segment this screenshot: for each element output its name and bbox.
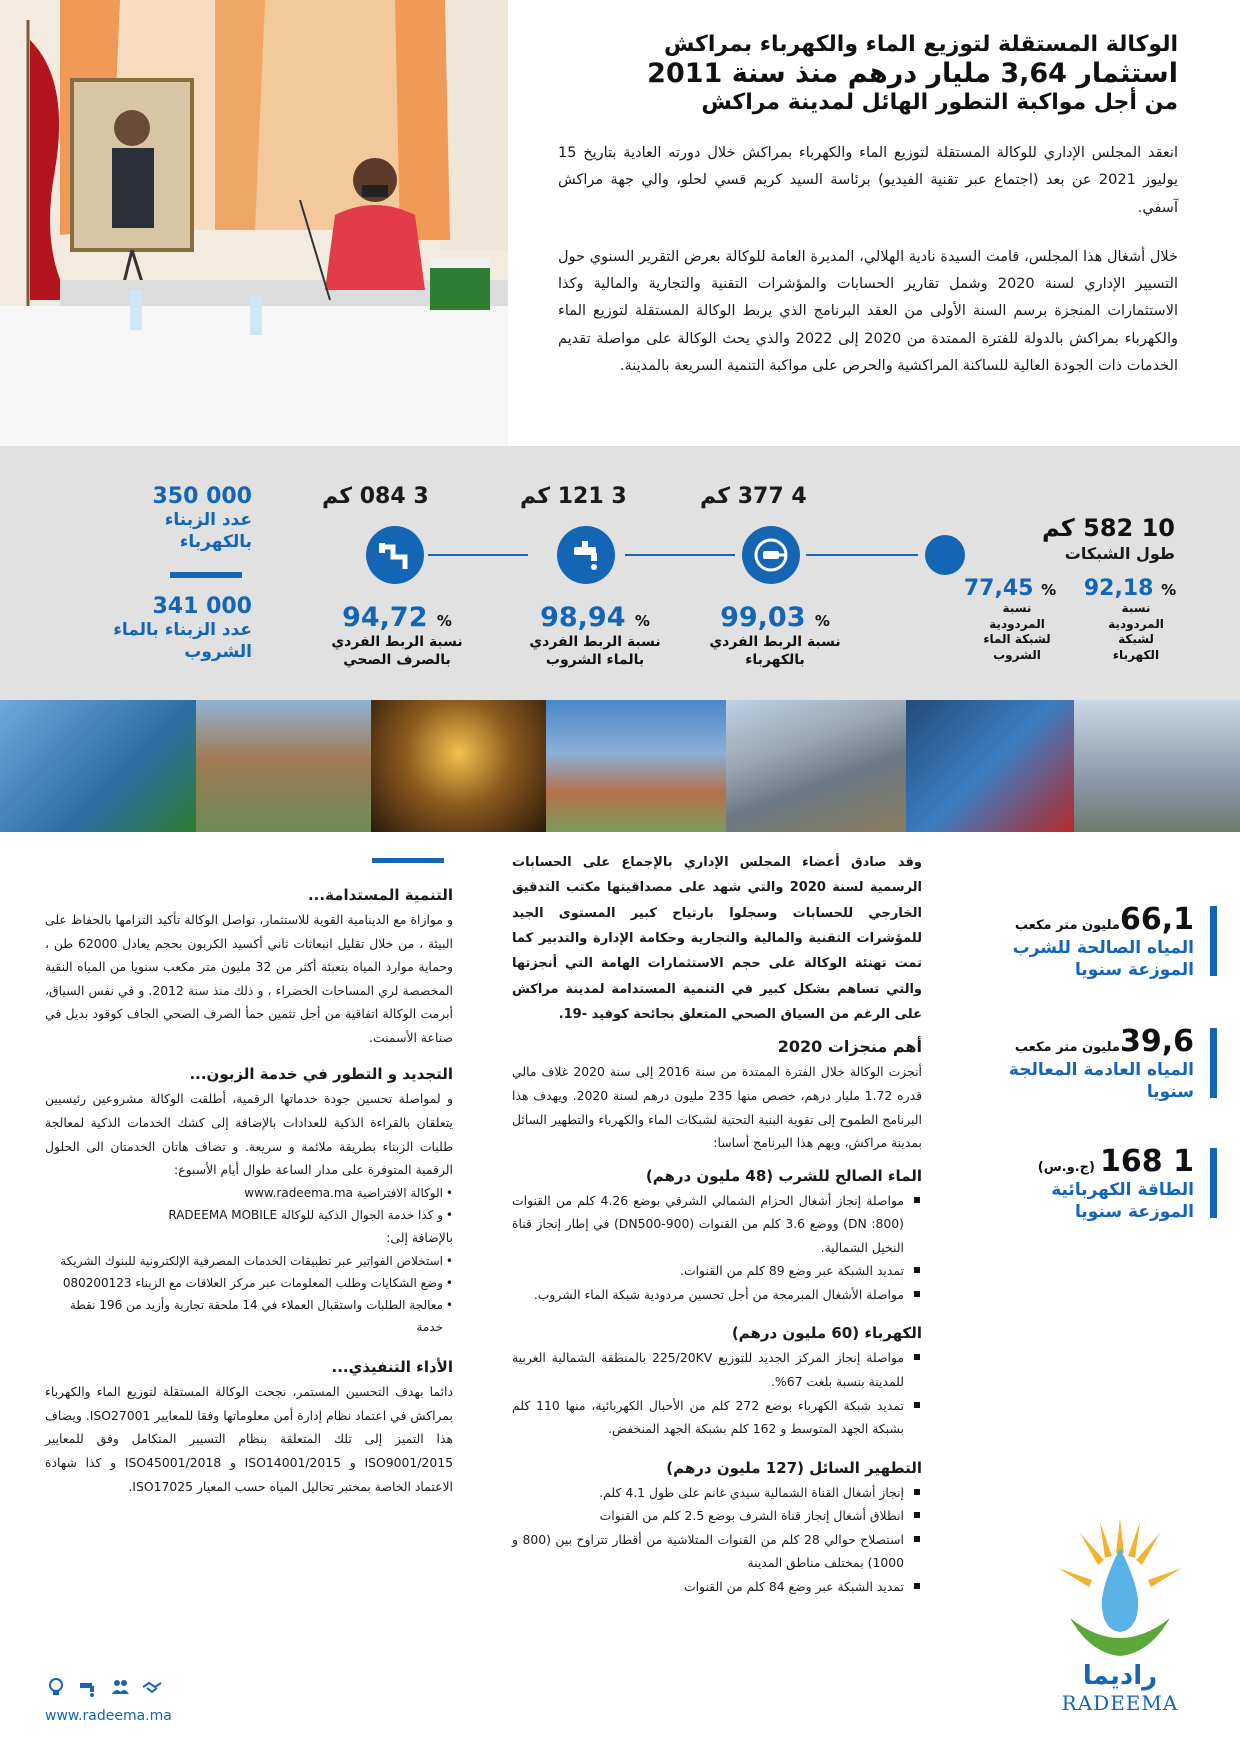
intro-paragraph-2: خلال أشغال هذا المجلس، قامت السيدة نادية الهلالي، المديرة العامة للوكالة بعرض التقرير السنوي حول التسيير الإداري لسنة 2020 وشمل تقارير الحسابات والمؤشرات التقنية والتجارية والمالية وكذا الاستثمارات المنجزة برسم السنة الأولى من العقد البرنامج الذي يربط الوكالة المستقلة لتوزيع الماء والكهرباء بمراكش بالدولة للفترة الممتدة من 2020 إلى 2022 والذي يحث الوكالة على مواصلة تقديم الخدمات ذات الجودة العالية للساكنة المراكشية والحرص على مواكبة التنمية السريعة بالمدينة. [558,248,1178,374]
elec-pct-value: 99,03 [720,602,806,633]
achievements-heading: أهم منجزات 2020 [777,1037,922,1057]
list-item: استصلاح حوالي 28 كلم من القنوات المتلاشية من أقطار تتراوح بين (800 و 1000) بمختلف مناطق المدينة [512,1528,922,1575]
water-pct-value: 98,94 [540,602,626,633]
keyfig-bar [1210,1028,1217,1098]
keyfig-wastewater [984,1024,1194,1103]
left-accent-bar [372,858,444,863]
header-photo [0,0,508,446]
list-item: • وضع الشكايات وطلب المعلومات عبر مركز العلاقات مع الزبناء 080200123 [45,1272,453,1294]
logo-icon [1040,1508,1200,1658]
list-item: • معالجة الطلبات واستقبال العملاء في 14 ملحقة تجارية وأزيد من 196 نقطة خدمة [45,1294,453,1338]
footer-icons [45,1676,163,1702]
water-list [512,1189,922,1307]
water-heading: الماء الصالح للشرب (48 مليون درهم) [645,1166,922,1185]
keyfig-label: الطاقة الكهربائية الموزعة سنويا [1051,1180,1194,1223]
network-total-value: 10 582 كم [1041,514,1175,542]
list-item: • و كذا خدمة الجوال الذكية للوكالة RADEEMA MOBILE [45,1204,453,1226]
pct-sign: % [436,612,452,630]
photo-strip [0,700,1240,832]
connector-line [428,554,528,556]
elec-km: 4 377 كم [700,484,807,509]
sanitation-list [512,1481,922,1599]
yield-elec-label: نسبة المردودية لشبكة الكهرباء [1108,601,1164,662]
water-tap-icon [557,526,615,584]
network-total-label: طول الشبكات [1064,544,1175,563]
sustainability-heading: التنمية المستدامة... [307,886,453,904]
city-photo [546,700,726,832]
keyfig-label: المياه العادمة المعالجة سنويا [1008,1060,1194,1103]
keyfig-unit: (ج.و.س) [1037,1160,1095,1175]
list-item: • الوكالة الافتراضية www.radeema.ma [45,1182,453,1204]
renewal-heading: التجديد و التطور في خدمة الزبون... [189,1065,453,1084]
title-block [538,32,1178,116]
keyfig-value: 39,6 [1119,1024,1194,1059]
water-clients-value: 341 000 [152,594,252,619]
renewal-addition: بالإضافة إلى: [386,1230,453,1245]
sewer-km: 3 084 كم [322,484,429,509]
left-column [45,886,453,1498]
page-title-line1: الوكالة المستقلة لتوزيع الماء والكهرباء بمراكش [663,32,1178,57]
pct-sign: % [634,612,650,630]
intro-paragraph-1: انعقد المجلس الإداري للوكالة المستقلة لتوزيع الماء والكهرباء بمراكش خلال دورته العادية بتاريخ 15 يوليوز 2021 عن بعد (اجتماع عبر تقنية الفيديو) برئاسة السيد كريم قسي لحلو، والي جهة مراكش آسفي. [558,145,1178,216]
middle-column [512,850,922,1599]
sanitation-heading: التطهير السائل (127 مليون درهم) [666,1458,922,1477]
tap-icon [77,1676,99,1702]
sewer-pct-label: نسبة الربط الفردي بالصرف الصحي [331,634,463,669]
yield-elec-value: 92,18 [1083,576,1154,601]
handshake-icon [141,1676,163,1702]
keyfig-electricity [984,1144,1194,1223]
logo-latin: RADEEMA [1061,1690,1179,1715]
renewal-text: و لمواصلة تحسين جودة خدماتها الرقمية، أطلقت الوكالة مشروعين رئيسيين يتعلقان بالقراءة الذكية للعدادات بالإضافة إلى كشك الخدمات الذكية لمعالجة طلبات الزبناء بطريقة ملائمة و سريعة. و تضاف هاتان الخدمتان الى الحلول الرقمية المتوفرة على مدار الساعة طوال أيام الأسبوع: [45,1091,453,1178]
additional-services-list [45,1250,453,1339]
electricity-list [512,1346,922,1440]
sewer-pct-value: 94,72 [342,602,428,633]
bulb-icon [45,1676,67,1702]
elec-clients-value: 350 000 [152,484,252,509]
yield-elec-block [1075,576,1185,663]
approval-paragraph: وقد صادق أعضاء المجلس الإداري بالإجماع على الحسابات الرسمية لسنة 2020 والتي شهد على مصداقيتها مكتب التدقيق الخارجي للحسابات وسجلوا بارتياح كبير المستوى الجيد للمؤشرات التقنية والمالية والتجارية وحكامة الإدارة والتدبير كما تمت تهنئة الوكالة على حجم الاستثمارات الهامة التي أنجزتها والتي تساهم بشكل كبير في التنمية المستدامة لمدينة مراكش على الرغم من السياق الصحي المتعلق بجائحة كوفيد -19. [512,855,922,1023]
yield-water-block [955,576,1065,663]
pct-sign: % [814,612,830,630]
connector-line [625,554,735,556]
keyfig-bar [1210,906,1217,976]
yield-water-label: نسبة المردودية لشبكة الماء الشروب [983,601,1051,662]
pct-sign: % [1161,581,1177,599]
list-item: مواصلة إنجاز أشغال الحزام الشمالي الشرقي بوضع 4.26 كلم من القنوات (DN :800) ووضع 3.6 كلم من القنوات (DN500-900) في إطار إنجاز قناة النخيل الشمالية. [512,1189,922,1260]
keyfig-value: 66,1 [1119,902,1194,937]
page-title-line3: من أجل مواكبة التطور الهائل لمدينة مراكش [701,89,1178,115]
sewer-pct-block [322,602,472,669]
elec-clients-label: عدد الزبناء بالكهرباء [164,510,252,553]
list-item: مواصلة الأشغال المبرمجة من أجل تحسين مردودية شبكة الماء الشروب. [512,1283,922,1307]
intro-text [558,140,1178,402]
performance-heading: الأداء التنفيذي... [331,1358,453,1377]
list-item: • استخلاص الفواتير عبر تطبيقات الخدمات المصرفية الإلكترونية للبنوك الشريكة [45,1250,453,1272]
keyfig-unit: مليون متر مكعب [1014,1040,1120,1055]
network-dot [925,535,965,575]
substation-photo [1074,700,1240,832]
digital-services-list [45,1182,453,1226]
keyfig-unit: مليون متر مكعب [1014,918,1120,933]
stats-band [0,446,1240,700]
keyfig-water [984,902,1194,981]
keyfig-label: المياه الصالحة للشرب الموزعة سنويا [1012,938,1194,981]
yield-water-value: 77,45 [963,576,1034,601]
plant-photo [726,700,906,832]
list-item: مواصلة إنجاز المركز الجديد للتوزيع 225/20KV بالمنطقة الشمالية الغربية للمدينة بنسبة بلغت 67%. [512,1346,922,1393]
sustainability-text: و موازاة مع الدينامية القوية للاستثمار، تواصل الوكالة تأكيد التزامها بالحفاظ على البيئة ، من خلال تقليل انبعاثات ثاني أكسيد الكربون بحجم يعادل 62000 طن ، وحماية موارد المياه بتعبئة أكثر من 32 مليون متر مكعب سنويا من المياه النقية المخصصة لري المساحات الخضراء ، و ذلك منذ سنة 2012. و في نفس السياق، أبرمت الوكالة اتفاقية من أجل تثمين حمأ الصرف الصحي الجاف كوقود بديل في صناعة الأسمنت. [45,912,454,1045]
connector-line [806,554,918,556]
elec-pct-label: نسبة الربط الفردي بالكهرباء [709,634,841,669]
radeema-logo [1040,1508,1200,1715]
keyfig-value: 1 168 [1100,1144,1194,1179]
water-pct-label: نسبة الربط الفردي بالماء الشروب [529,634,661,669]
page-title-line2: استثمار 3,64 مليار درهم منذ سنة 2011 [647,57,1178,89]
tunnel-photo [371,700,546,832]
list-item: تمديد شبكة الكهرباء بوضع 272 كلم من الأحبال الكهربائية، منها 110 كلم بشبكة الجهد المتوسط و 162 كلم بشبكة الجهد المنخفض. [512,1394,922,1441]
clients-divider [170,572,242,578]
water-pct-block [520,602,670,669]
list-item: إنجاز أشغال القناة الشمالية سيدي غانم على طول 4.1 كلم. [512,1481,922,1505]
list-item: تمديد الشبكة عبر وضع 84 كلم من القنوات [512,1575,922,1599]
pct-sign: % [1041,581,1057,599]
technicians-photo [906,700,1074,832]
water-clients-label: عدد الزبناء بالماء الشروب [113,620,252,663]
water-km: 3 121 كم [520,484,627,509]
elec-pct-block [700,602,850,669]
list-item: تمديد الشبكة عبر وضع 89 كلم من القنوات. [512,1259,922,1283]
reservoir-photo [196,700,371,832]
website-link[interactable]: www.radeema.ma [45,1708,172,1724]
achievements-text: أنجزت الوكالة خلال الفترة الممتدة من سنة 2016 إلى سنة 2020 غلاف مالي قدره 1.72 مليار درهم، خصص منها 235 مليون درهم لسنة 2020. ويهدف هذا البرنامج الطموح إلى تقوية البنية التحتية لشبكات الماء والكهرباء والتطهير السائل بمدينة مراكش، ويهم هذا البرنامج أساسا: [512,1064,922,1151]
water-clients-block [112,594,252,663]
pipes-photo [0,700,196,832]
list-item: انطلاق أشغال إنجاز قناة الشرف بوضع 2.5 كلم من القنوات [512,1504,922,1528]
performance-text: دائما بهدف التحسين المستمر، نجحت الوكالة المستقلة لتوزيع الماء والكهرباء بمراكش في اعتماد نظام إدارة أمن معلوماتها وفقا للمعايير ISO27001. ويضاف هذا التميز إلى تلك المتعلقة بنظام التسيير المتكامل وفق للمعايير ISO9001/2015 و ISO14001/2015 و ISO45001/2018 و كذا شهادة الاعتماد الخاصة بمختبر تحاليل المياه حسب المعيار ISO17025. [45,1384,453,1494]
network-total [985,514,1175,563]
keyfig-bar [1210,1148,1217,1218]
electricity-icon [742,526,800,584]
logo-arabic: راديما [1082,1661,1158,1691]
people-icon [109,1676,131,1702]
sewer-pipe-icon [366,526,424,584]
elec-clients-block [112,484,252,553]
electricity-heading: الكهرباء (60 مليون درهم) [731,1324,922,1343]
